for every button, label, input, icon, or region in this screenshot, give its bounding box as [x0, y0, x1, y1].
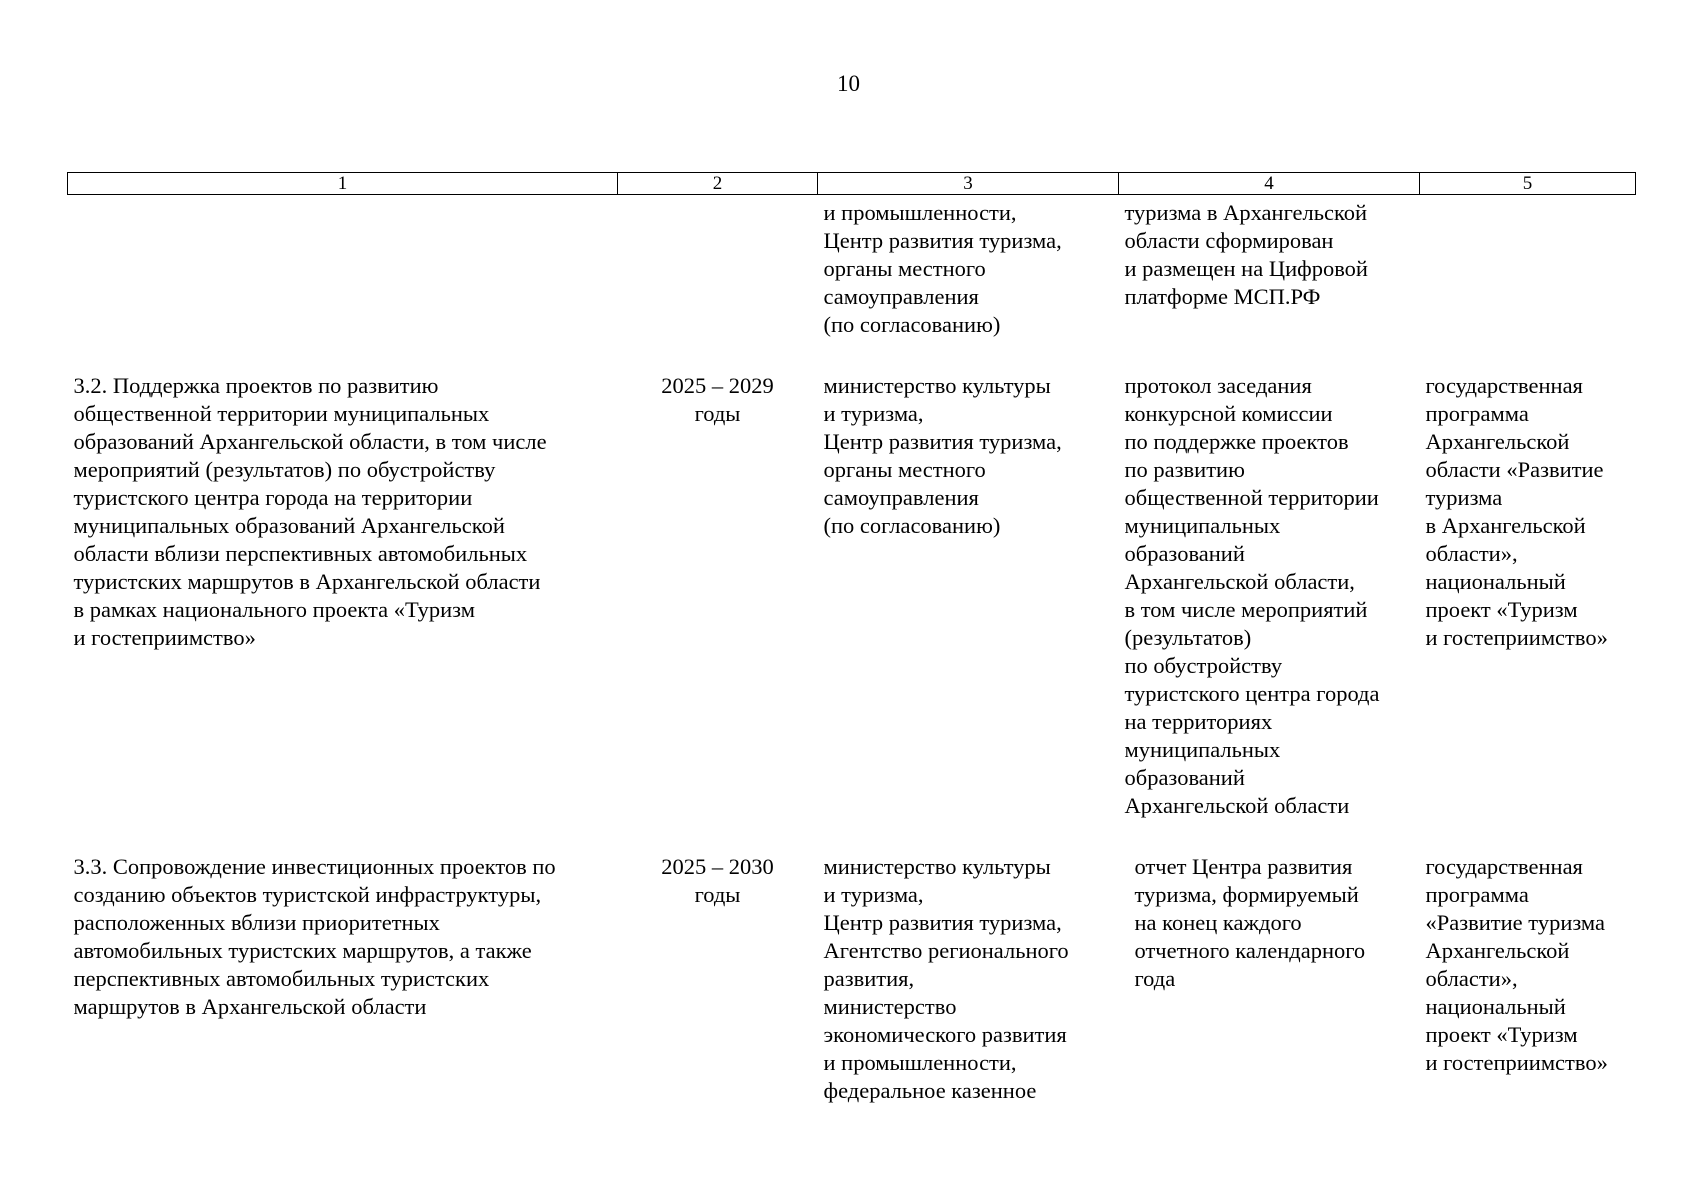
table-row-continuation	[68, 195, 1636, 340]
cell-result: туризма в Архангельской области сформирован и размещен на Цифровой платформе МСП.РФ	[1124, 200, 1368, 309]
cell-period: 2025 – 2030 годы	[661, 854, 774, 907]
table-body	[68, 195, 1636, 1106]
cell-period	[618, 195, 818, 340]
cell-program: государственная программа «Развитие туризма Архангельской области», национальный проект «Туризм и гостеприимство»	[1425, 854, 1608, 1075]
column-number-1: 1	[68, 173, 618, 195]
column-number-5: 5	[1420, 173, 1636, 195]
column-number-4: 4	[1119, 173, 1420, 195]
cell-period: 2025 – 2029 годы	[661, 373, 774, 426]
cell-result: отчет Центра развития туризма, формируемый на конец каждого отчетного календарного года	[1134, 854, 1366, 991]
column-number-3: 3	[818, 173, 1119, 195]
header-row	[68, 173, 1636, 195]
cell-measure: 3.3. Сопровождение инвестиционных проектов по созданию объектов туристской инфраструктуры, расположенных вблизи приоритетных автомобильных туристских маршрутов, а также перспективных автомобильных туристских маршрутов в Архангельской области	[73, 854, 556, 1019]
cell-result: протокол заседания конкурсной комиссии по поддержке проектов по развитию общественной территории муниципальных образований Архангельской области, в том числе мероприятий (результатов) по обустройству туристского центра города на территориях муниципальных образований Архангельской области	[1124, 373, 1380, 818]
measures-table	[67, 172, 1636, 1105]
cell-measure	[68, 195, 618, 340]
cell-responsible: и промышленности, Центр развития туризма, органы местного самоуправления (по согласованию)	[823, 200, 1062, 337]
cell-responsible: министерство культуры и туризма, Центр развития туризма, органы местного самоуправления (по согласованию)	[823, 373, 1062, 538]
table-row-3-3	[68, 820, 1636, 1105]
column-number-2: 2	[618, 173, 818, 195]
table-row-3-2	[68, 339, 1636, 820]
cell-program: государственная программа Архангельской области «Развитие туризма в Архангельской области», национальный проект «Туризм и гостеприимство»	[1425, 373, 1608, 650]
cell-responsible: министерство культуры и туризма, Центр развития туризма, Агентство регионального развития, министерство экономического развития и промышленности, федеральное казенное	[823, 854, 1069, 1103]
table-header	[68, 173, 1636, 195]
cell-program	[1420, 195, 1636, 340]
page-number: 10	[837, 71, 860, 96]
cell-measure: 3.2. Поддержка проектов по развитию общественной территории муниципальных образований Архангельской области, в том числе мероприятий (результатов) по обустройству туристского центра города на территории муниципальных образований Архангельской области вблизи перспективных автомобильных туристских маршрутов в Архангельской области в рамках национального проекта «Туризм и гостеприимство»	[73, 373, 547, 650]
